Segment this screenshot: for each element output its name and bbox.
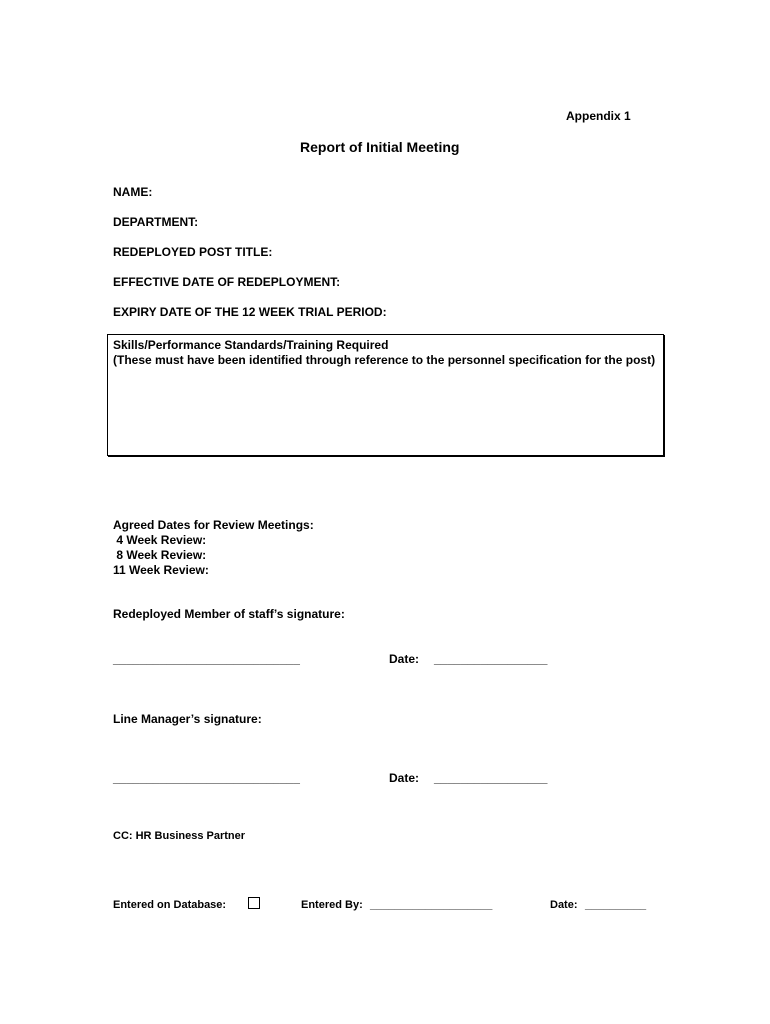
entered-by-line: ____________________ [370,899,493,911]
entered-by-label: Entered By: [301,899,363,911]
manager-date-label: Date: [389,771,420,785]
skills-box [107,334,664,456]
skills-box-heading: Skills/Performance Standards/Training Required [113,338,389,352]
page-title: Report of Initial Meeting [300,139,460,155]
footer-date-label: Date: [550,899,578,911]
manager-signature-label: Line Manager’s signature: [113,712,262,726]
skills-box-note: (These must have been identified through reference to the personnel specification for the post) [113,353,656,367]
staff-date-label: Date: [389,652,420,666]
field-name-label: NAME: [113,185,153,199]
manager-signature-line: ____________________________ [113,771,300,785]
field-expiry-date-label: EXPIRY DATE OF THE 12 WEEK TRIAL PERIOD: [113,305,387,319]
field-post-title-label: REDEPLOYED POST TITLE: [113,245,273,259]
cc-line: CC: HR Business Partner [113,830,246,842]
appendix-label: Appendix 1 [566,109,631,123]
entered-on-database-checkbox[interactable] [248,897,260,909]
manager-date-line: _________________ [434,771,548,785]
staff-date-line: _________________ [434,652,548,666]
field-department-label: DEPARTMENT: [113,215,199,229]
review-4-week: 4 Week Review: [113,533,207,547]
footer-date-line: __________ [585,899,647,911]
field-effective-date-label: EFFECTIVE DATE OF REDEPLOYMENT: [113,275,341,289]
review-dates-heading: Agreed Dates for Review Meetings: [113,518,314,532]
entered-on-database-label: Entered on Database: [113,899,227,911]
staff-signature-line: ____________________________ [113,652,300,666]
review-11-week: 11 Week Review: [113,563,209,577]
staff-signature-label: Redeployed Member of staff’s signature: [113,607,345,621]
review-8-week: 8 Week Review: [113,548,207,562]
